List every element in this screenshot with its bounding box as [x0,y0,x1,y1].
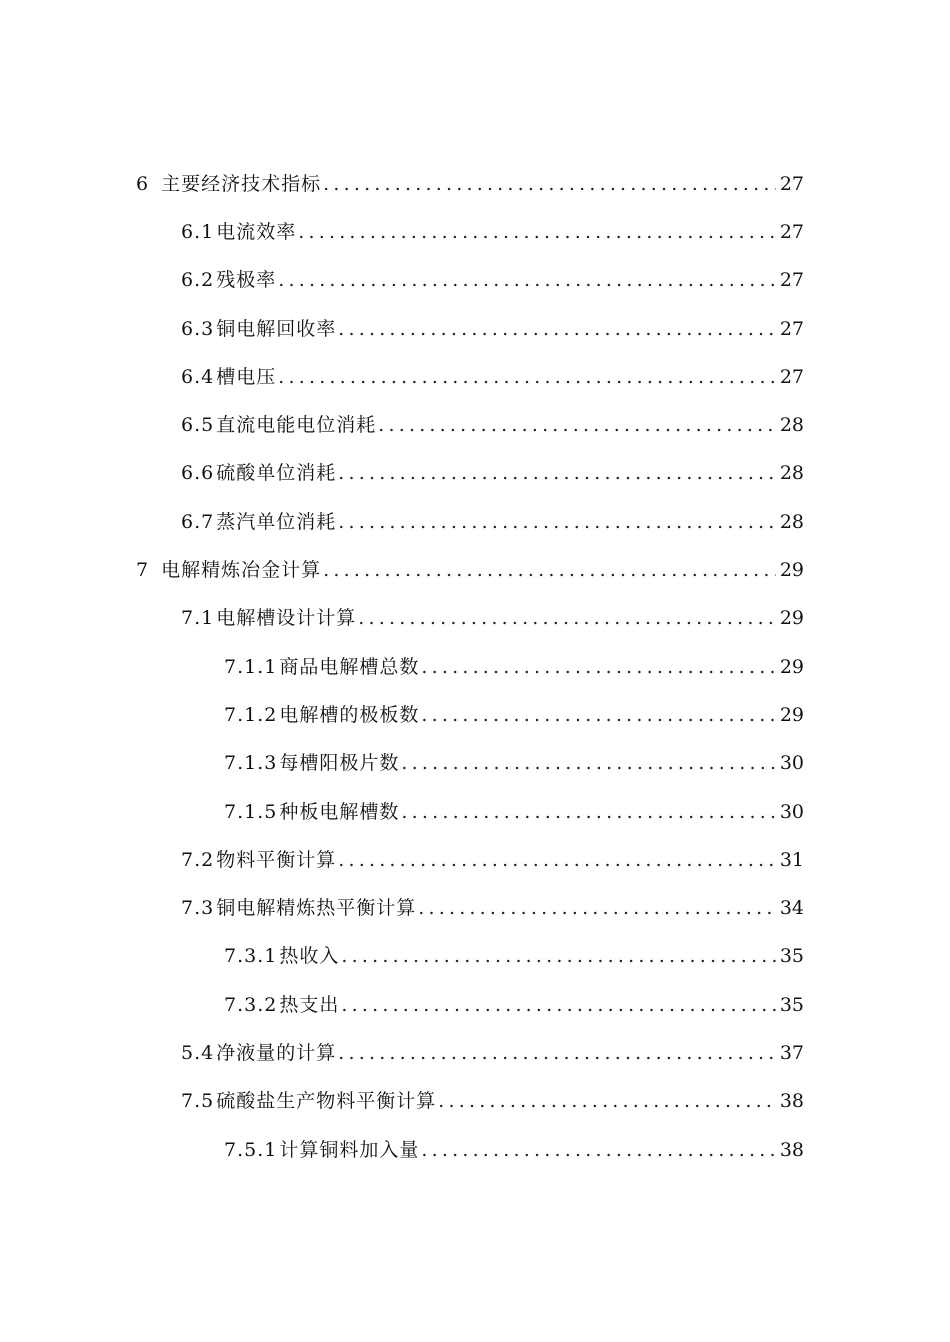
toc-title: 硫酸盐生产物料平衡计算 [216,1090,437,1113]
toc-page-number: 28 [779,414,804,437]
toc-page-number: 31 [779,848,804,871]
toc-number: 6.1 [181,220,215,243]
dot-leader [401,801,775,823]
dot-leader [421,1139,775,1161]
toc-page-number: 29 [779,607,804,630]
dot-leader [338,318,776,340]
dot-leader [358,607,776,629]
toc-entry[interactable] [0,834,950,882]
dot-leader [418,897,776,919]
toc-title: 铜电解回收率 [216,317,337,340]
toc-entry[interactable] [0,786,950,834]
dot-leader [341,994,775,1016]
toc-page-number: 38 [779,1090,804,1113]
toc-entry[interactable] [0,979,950,1027]
toc-page-number: 29 [779,703,804,726]
dot-leader [341,945,775,967]
toc-entry[interactable] [0,255,950,303]
dot-leader [338,849,776,871]
toc-number: 6.5 [181,414,215,437]
toc-entry[interactable] [0,158,950,206]
toc-title: 蒸汽单位消耗 [216,510,337,533]
dot-leader [323,173,776,195]
toc-title: 热收入 [279,945,340,968]
toc-entry[interactable] [0,593,950,641]
toc-entry[interactable] [0,689,950,737]
toc-number: 6.6 [181,462,215,485]
toc-number: 7.3.2 [224,993,278,1016]
toc-entry[interactable] [0,399,950,447]
toc-number: 6 [136,172,150,195]
toc-entry[interactable] [0,544,950,592]
toc-title: 铜电解精炼热平衡计算 [216,897,417,920]
toc-entry[interactable] [0,448,950,496]
dot-leader [323,559,776,581]
toc-number: 6.4 [181,365,215,388]
toc-title: 电解精炼冶金计算 [161,559,322,582]
toc-number: 7 [136,559,150,582]
toc-title: 计算铜料加入量 [279,1138,420,1161]
dot-leader [401,752,775,774]
toc-page-number: 29 [779,655,804,678]
toc-entry[interactable] [0,206,950,254]
toc-page-number: 30 [779,800,804,823]
toc-page-number: 35 [779,993,804,1016]
toc-entry[interactable] [0,303,950,351]
dot-leader [421,704,775,726]
toc-entry[interactable] [0,931,950,979]
dot-leader [378,414,776,436]
toc-number: 7.5.1 [224,1138,278,1161]
toc-page-number: 27 [779,269,804,292]
table-of-contents [0,158,950,1172]
toc-title: 热支出 [279,993,340,1016]
toc-page-number: 30 [779,752,804,775]
dot-leader [338,511,776,533]
dot-leader [338,1042,776,1064]
toc-entry[interactable] [0,1124,950,1172]
toc-title: 每槽阳极片数 [279,752,400,775]
dot-leader [278,269,776,291]
toc-title: 商品电解槽总数 [279,655,420,678]
toc-title: 电解槽设计计算 [216,607,357,630]
dot-leader [278,366,776,388]
toc-page-number: 35 [779,945,804,968]
dot-leader [298,221,776,243]
toc-title: 电流效率 [216,220,297,243]
toc-title: 物料平衡计算 [216,848,337,871]
toc-entry[interactable] [0,641,950,689]
toc-number: 6.7 [181,510,215,533]
toc-page-number: 27 [779,317,804,340]
toc-number: 7.3.1 [224,945,278,968]
toc-page-number: 27 [779,365,804,388]
toc-title: 直流电能电位消耗 [216,414,377,437]
toc-page-number: 34 [779,897,804,920]
toc-number: 7.2 [181,848,215,871]
toc-page-number: 38 [779,1138,804,1161]
toc-title: 主要经济技术指标 [161,172,322,195]
toc-number: 6.3 [181,317,215,340]
dot-leader [338,462,776,484]
toc-entry[interactable] [0,738,950,786]
toc-title: 硫酸单位消耗 [216,462,337,485]
toc-number: 6.2 [181,269,215,292]
toc-title: 电解槽的极板数 [279,703,420,726]
toc-entry[interactable] [0,1076,950,1124]
dot-leader [438,1090,776,1112]
toc-number: 7.5 [181,1090,215,1113]
toc-title: 槽电压 [216,365,277,388]
toc-page-number: 37 [779,1041,804,1064]
toc-entry[interactable] [0,351,950,399]
toc-entry[interactable] [0,1027,950,1075]
toc-number: 5.4 [181,1041,215,1064]
toc-number: 7.1.1 [224,655,278,678]
toc-page-number: 28 [779,510,804,533]
toc-page-number: 29 [779,559,804,582]
toc-number: 7.3 [181,897,215,920]
toc-page-number: 27 [779,220,804,243]
toc-number: 7.1.5 [224,800,278,823]
toc-page-number: 27 [779,172,804,195]
toc-title: 种板电解槽数 [279,800,400,823]
toc-entry[interactable] [0,882,950,930]
dot-leader [421,656,775,678]
toc-page-number: 28 [779,462,804,485]
toc-number: 7.1.2 [224,703,278,726]
toc-entry[interactable] [0,496,950,544]
toc-title: 残极率 [216,269,277,292]
toc-number: 7.1.3 [224,752,278,775]
toc-number: 7.1 [181,607,215,630]
toc-title: 净液量的计算 [216,1041,337,1064]
